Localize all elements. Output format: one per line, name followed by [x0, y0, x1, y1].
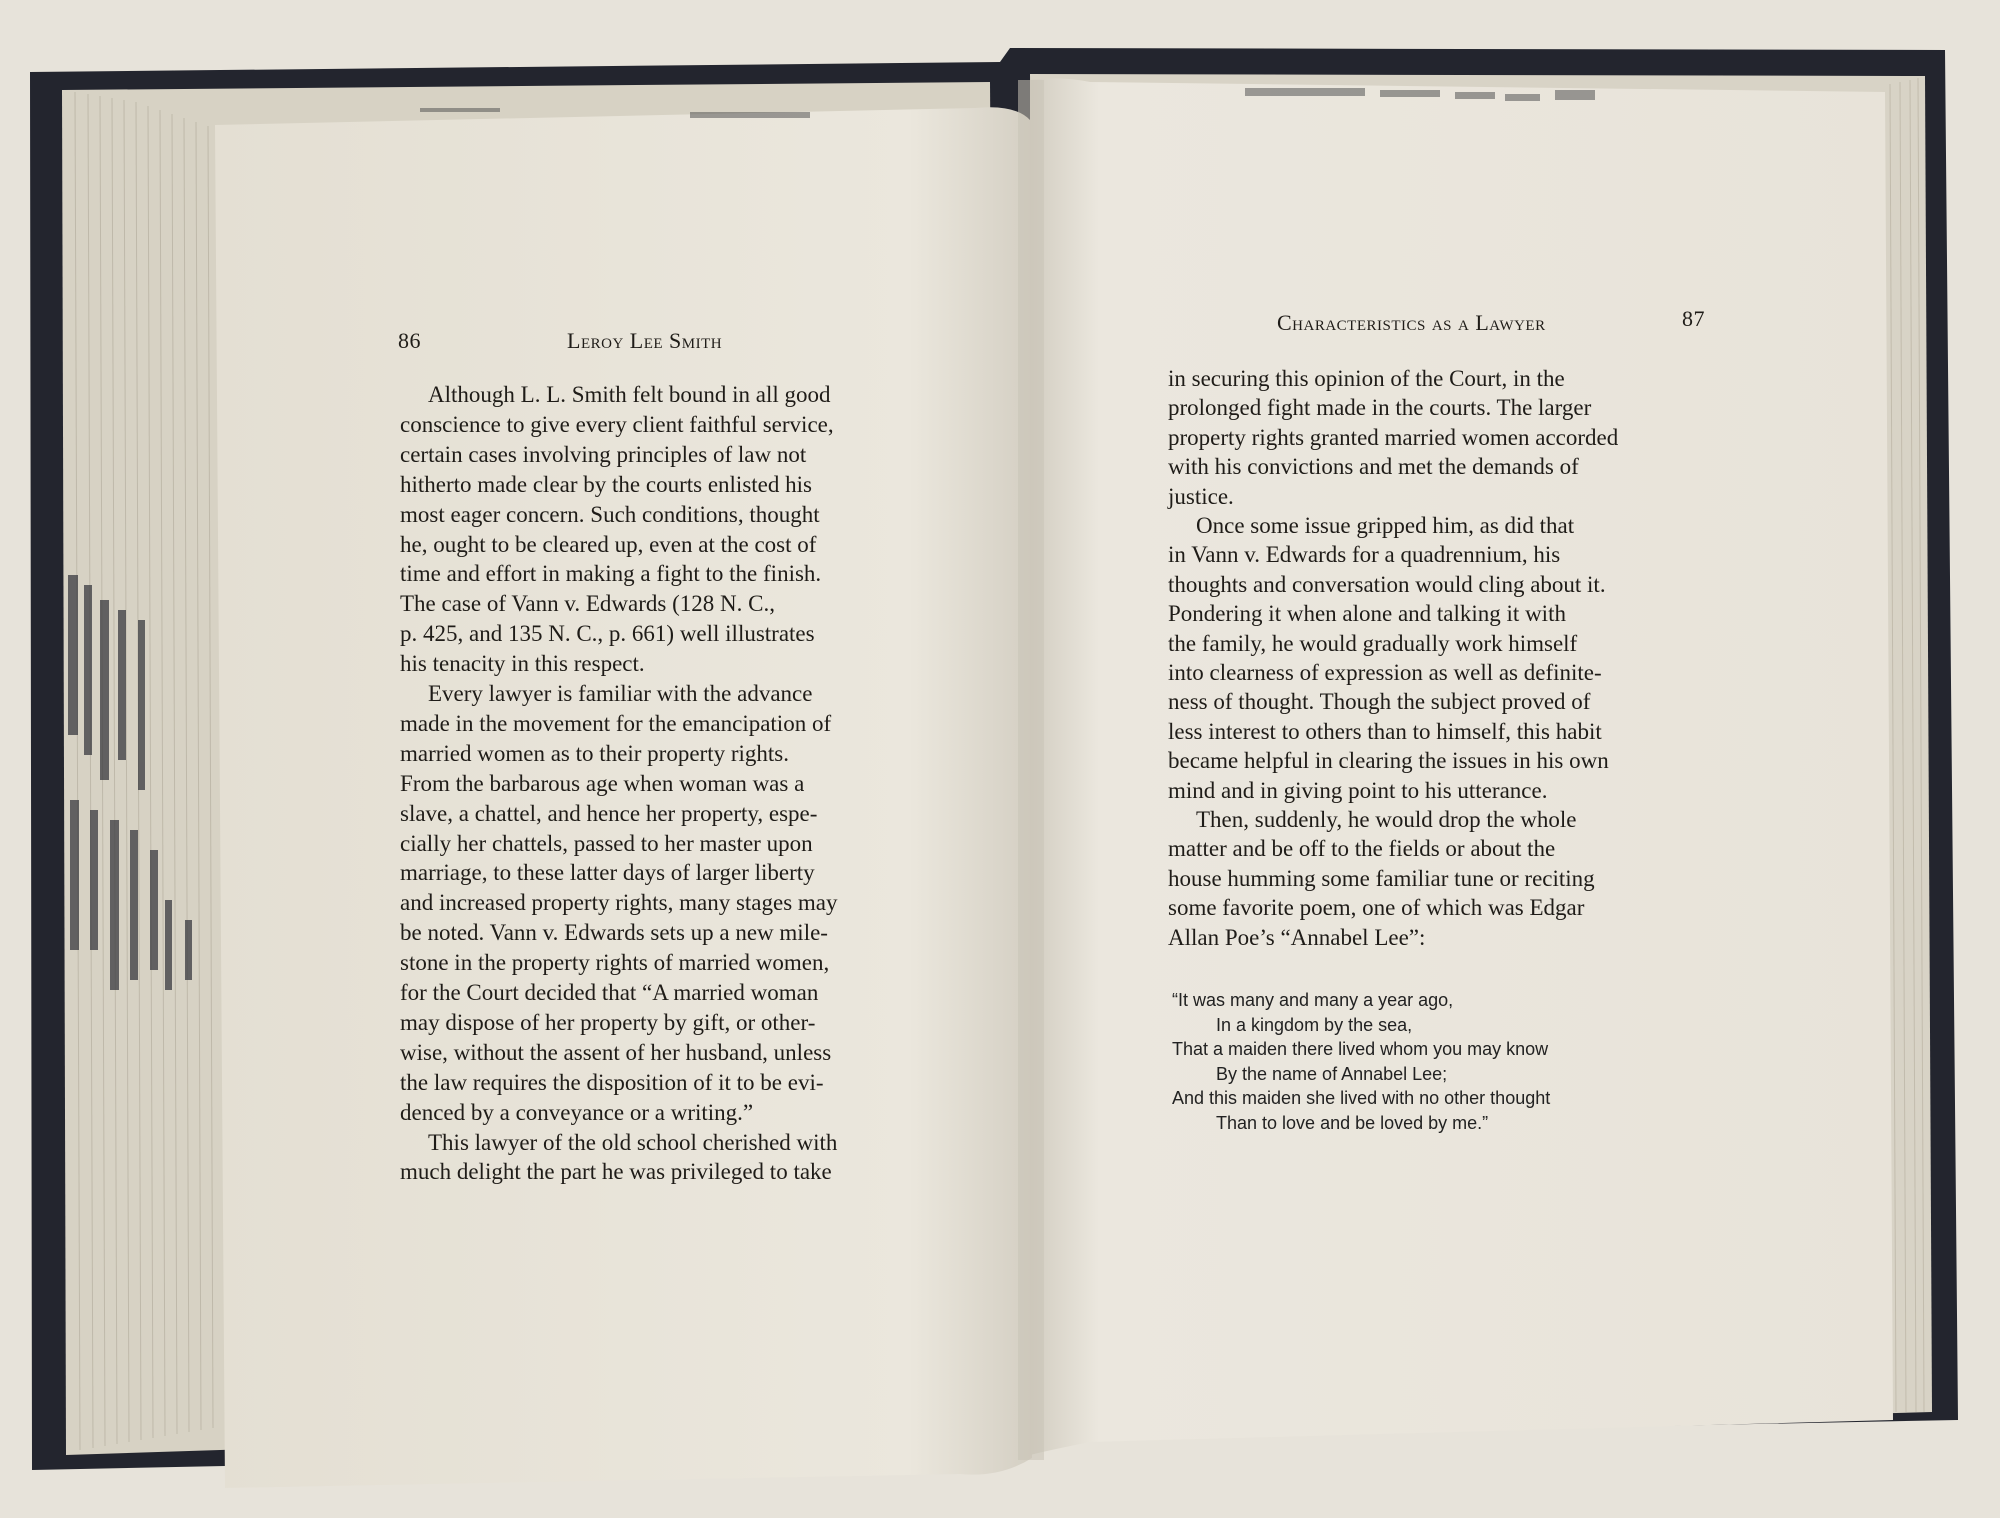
- left-text-line: Every lawyer is familiar with the advance: [428, 681, 813, 706]
- left-text-line: may dispose of her property by gift, or other-: [400, 1009, 816, 1035]
- right-text-line: house humming some familiar tune or reciting: [1168, 865, 1595, 891]
- left-text-line: for the Court decided that “A married woman: [400, 980, 819, 1005]
- left-text-line: married women as to their property rights.: [400, 740, 789, 766]
- left-text-line: much delight the part he was privileged to take: [400, 1159, 832, 1185]
- left-text-line: From the barbarous age when woman was a: [400, 770, 805, 796]
- right-text-line: property rights granted married women accorded: [1168, 424, 1619, 450]
- right-text-line: mind and in giving point to his utterance.: [1168, 777, 1548, 803]
- left-text-line: slave, a chattel, and hence her property, espe-: [400, 800, 818, 826]
- poem-line: That a maiden there lived whom you may know: [1172, 1039, 1549, 1059]
- right-text-line: some favorite poem, one of which was Edgar: [1168, 895, 1585, 921]
- left-text-line: made in the movement for the emancipation of: [400, 710, 832, 736]
- right-running-head: Characteristics as a Lawyer: [1277, 310, 1546, 335]
- left-text-line: most eager concern. Such conditions, thought: [400, 501, 820, 527]
- left-text-line: p. 425, and 135 N. C., p. 661) well illustrates: [400, 621, 815, 647]
- left-text-line: certain cases involving principles of law not: [400, 441, 807, 467]
- right-text-line: matter and be off to the fields or about the: [1168, 836, 1556, 862]
- left-text-line: he, ought to be cleared up, even at the cost of: [400, 531, 817, 557]
- right-text-line: justice.: [1168, 483, 1234, 509]
- left-page-number: 86: [398, 328, 421, 353]
- left-text-line: time and effort in making a fight to the finish.: [400, 561, 822, 587]
- left-text-line: his tenacity in this respect.: [400, 651, 645, 677]
- right-text-line: ness of thought. Though the subject proved of: [1168, 689, 1591, 715]
- poem-line: By the name of Annabel Lee;: [1216, 1063, 1448, 1084]
- right-text-line: less interest to others than to himself, this habit: [1168, 718, 1602, 744]
- left-text-line: Although L. L. Smith felt bound in all good: [428, 382, 831, 407]
- right-page-number: 87: [1682, 306, 1705, 331]
- right-text-line: in Vann v. Edwards for a quadrennium, his: [1168, 542, 1561, 568]
- left-text-line: hitherto made clear by the courts enlisted his: [400, 471, 812, 497]
- right-text-line: Pondering it when alone and talking it with: [1168, 601, 1566, 627]
- right-text-line: prolonged fight made in the courts. The larger: [1168, 395, 1592, 421]
- right-text-line: with his convictions and met the demands of: [1168, 454, 1579, 480]
- left-text-line: marriage, to these latter days of larger liberty: [400, 860, 815, 886]
- poem-line: “It was many and many a year ago,: [1172, 990, 1454, 1010]
- left-text-line: be noted. Vann v. Edwards sets up a new mile-: [400, 920, 828, 946]
- right-text-line: the family, he would gradually work himself: [1168, 630, 1578, 656]
- right-text-line: thoughts and conversation would cling about it.: [1168, 571, 1606, 597]
- right-text-line: became helpful in clearing the issues in his own: [1168, 748, 1609, 774]
- left-text-line: This lawyer of the old school cherished with: [428, 1129, 838, 1155]
- right-text-line: Once some issue gripped him, as did that: [1196, 513, 1575, 538]
- right-text-line: Allan Poe’s “Annabel Lee”:: [1168, 924, 1426, 950]
- left-text-line: the law requires the disposition of it to be evi-: [400, 1069, 824, 1095]
- right-text-line: in securing this opinion of the Court, in the: [1168, 366, 1565, 391]
- left-text-line: wise, without the assent of her husband, unless: [400, 1039, 832, 1065]
- poem-line: In a kingdom by the sea,: [1216, 1014, 1413, 1035]
- left-text-line: stone in the property rights of married women,: [400, 950, 830, 976]
- poem-line: Than to love and be loved by me.”: [1216, 1112, 1489, 1133]
- left-text-line: conscience to give every client faithful service,: [400, 411, 834, 437]
- poem-line: And this maiden she lived with no other thought: [1172, 1088, 1551, 1108]
- left-running-head: Leroy Lee Smith: [567, 328, 723, 353]
- left-text-line: denced by a conveyance or a writing.”: [400, 1099, 754, 1125]
- right-text-line: into clearness of expression as well as definite-: [1168, 660, 1602, 685]
- left-text-line: cially her chattels, passed to her master upon: [400, 830, 813, 856]
- right-text-line: Then, suddenly, he would drop the whole: [1196, 807, 1577, 832]
- left-text-line: and increased property rights, many stages may: [400, 890, 838, 916]
- left-text-line: The case of Vann v. Edwards (128 N. C.,: [400, 591, 775, 617]
